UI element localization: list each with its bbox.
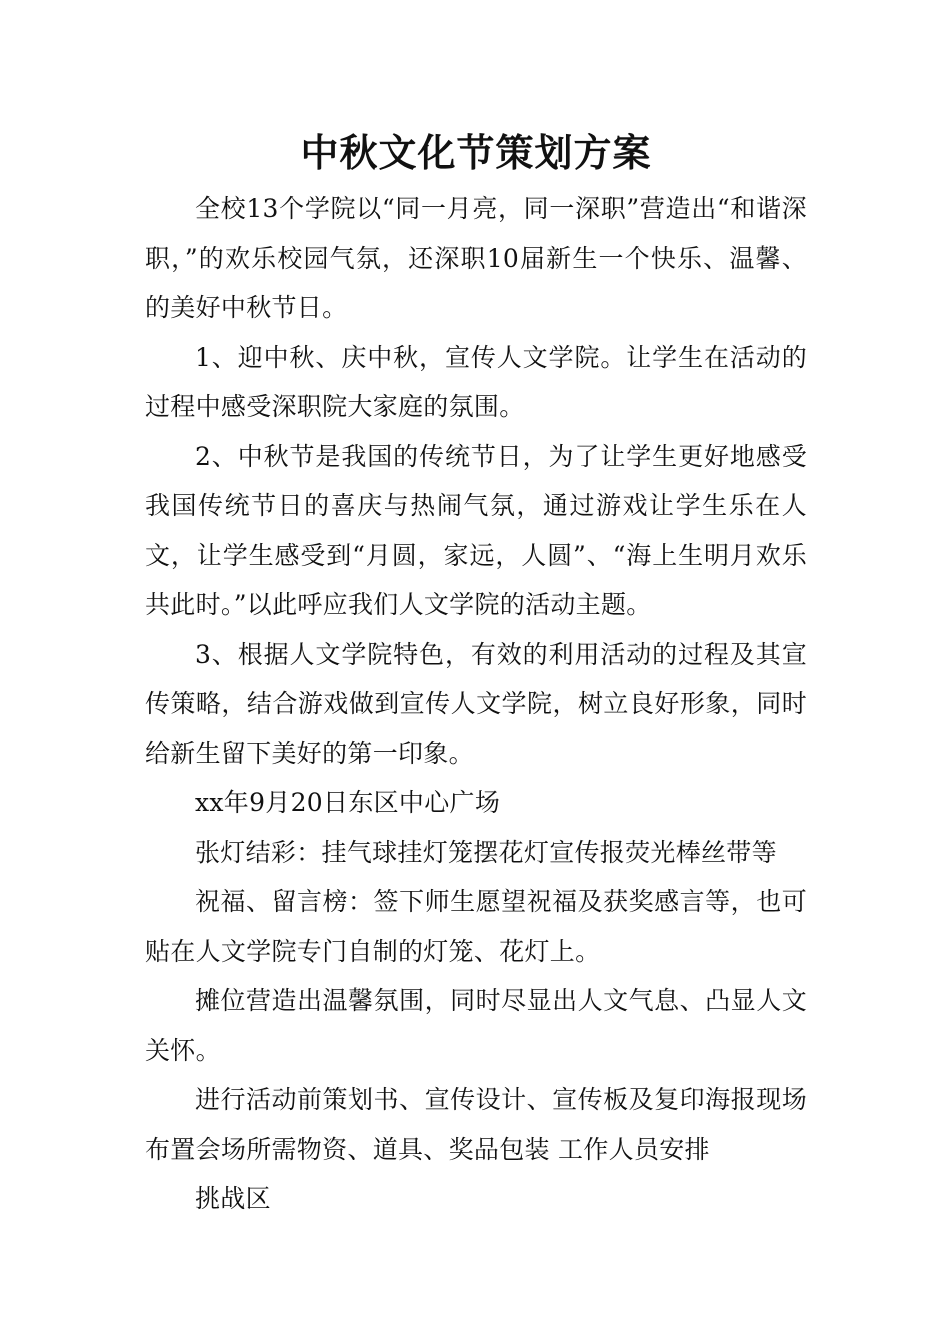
paragraph-intro: 全校13个学院以“同一月亮，同一深职”营造出“和谐深职，”的欢乐校园气氛，还深职10届新生一个快乐、温馨、的美好中秋节日。 (145, 194, 807, 322)
paragraph-message-board: 祝福、留言榜：签下师生愿望祝福及获奖感言等，也可贴在人文学院专门自制的灯笼、花灯上。 (145, 887, 807, 966)
paragraph-goal-3: 3、根据人文学院特色，有效的利用活动的过程及其宣传策略，结合游戏做到宣传人文学院，树立良好形象，同时给新生留下美好的第一印象。 (145, 639, 807, 768)
paragraph-challenge-zone: 挑战区 (195, 1184, 271, 1213)
paragraph-booth: 摊位营造出温馨氛围，同时尽显出人文气息、凸显人文关怀。 (145, 986, 807, 1065)
document-title: 中秋文化节策划方案 (300, 131, 652, 175)
paragraph-decoration: 张灯结彩：挂气球挂灯笼摆花灯宣传报荧光棒丝带等 (195, 837, 777, 867)
paragraph-goal-2: 2、中秋节是我国的传统节日，为了让学生更好地感受我国传统节日的喜庆与热闹气氛，通过游戏让学生乐在人文，让学生感受到“月圆，家远，人圆”、“海上生明月欢乐共此时。”以此呼应我们人文学院的活动主题。 (145, 441, 807, 619)
document-page (145, 128, 807, 1224)
paragraph-preparation: 进行活动前策划书、宣传设计、宣传板及复印海报现场布置会场所需物资、道具、奖品包装 工作人员安排 (145, 1085, 807, 1164)
paragraph-goal-1: 1、迎中秋、庆中秋，宣传人文学院。让学生在活动的过程中感受深职院大家庭的氛围。 (145, 342, 807, 421)
paragraph-time-place: xx年9月20日东区中心广场 (195, 788, 501, 817)
